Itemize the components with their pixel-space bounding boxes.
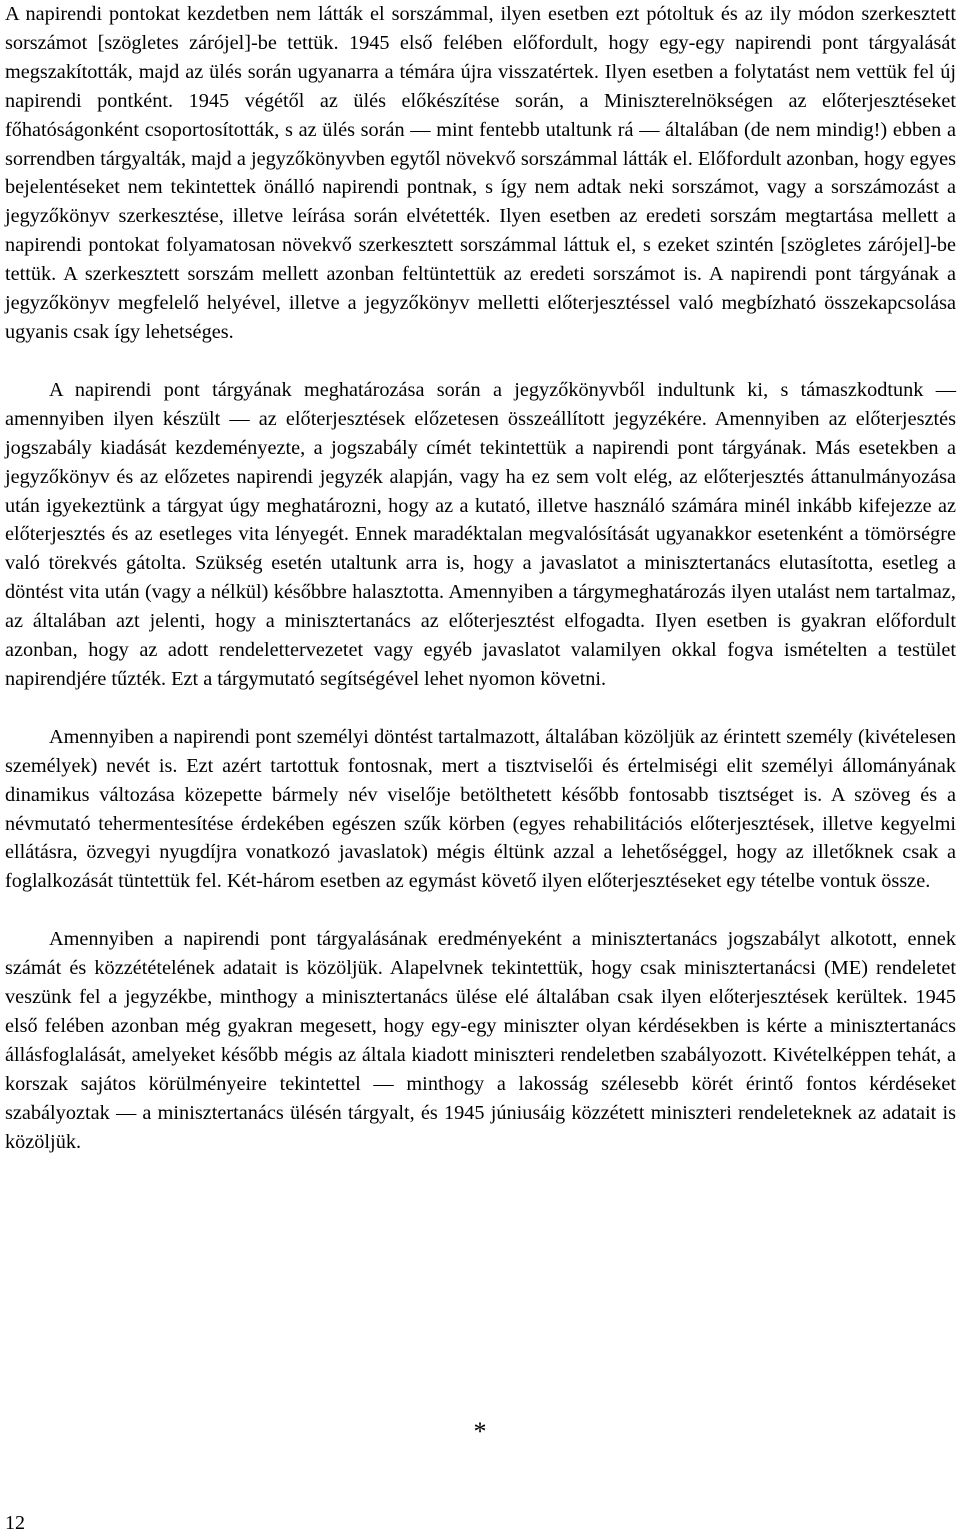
paragraph-2: A napirendi pont tárgyának meghatározása során a jegyzőkönyvből indultunk ki, s támaszkodtunk — amennyiben ilyen készült — az előterjesztések előzetesen összeállított jegyzékére. Amennyiben az előterjesztés jogszabály kiadását kezdeményezte, a jogszabály címét tekintettük a napirendi pont tárgyának. Más esetekben a jegyzőkönyv és az előzetes napirendi jegyzék alapján, vagy ha ez sem volt elég, az előterjesztés áttanulmányozása után igyekeztünk a tárgyat úgy meghatározni, hogy az a kutató, illetve használó számára minél inkább kifejezze az előterjesztés és az esetleges vita lényegét. Ennek maradéktalan megvalósítását ugyanakkor esetenként a tömörségre való törekvés gátolta. Szükség esetén utaltunk arra is, hogy a javaslatot a minisztertanács elutasította, esetleg a döntést vita után (vagy a nélkül) későbbre halasztotta. Amennyiben a tárgymeghatározás ilyen utalást nem tartalmaz, az általában azt jelenti, hogy a minisztertanács az előterjesztést elfogadta. Ilyen esetben is gyakran előfordult azonban, hogy az adott rendelettervezetet vagy egyéb javaslatot valamilyen okkal fogva ismételten a testület napirendjére tűzték. Ezt a tárgymutató segítségével lehet nyomon követni. — [5, 378, 956, 690]
document-body — [5, 0, 956, 1157]
paragraph-3: Amennyiben a napirendi pont személyi döntést tartalmazott, általában közöljük az érintett személy (kivételesen személyek) nevét is. Ezt azért tartottuk fontosnak, mert a tisztviselői és értelmiségi elit személyi állományának dinamikus változása közepette bármely név viselője betölthetett később fontosabb tisztséget is. A szöveg és a névmutató tehermentesítése érdekében egészen szűk körben (egyes rehabilitációs előterjesztések, illetve kegyelmi ellátásra, özvegyi nyugdíjra vonatkozó javaslatok) mégis éltünk azzal a lehetőséggel, hogy az illetőknek csak a foglalkozását tüntettük fel. Két-három esetben az egymást követő ilyen előterjesztéseket egy tételbe vontuk össze. — [5, 725, 956, 893]
section-separator: * — [473, 1417, 487, 1446]
page-number: 12 — [5, 1512, 25, 1534]
paragraph-1: A napirendi pontokat kezdetben nem látták el sorszámmal, ilyen esetben ezt pótoltuk és az ily módon szerkesztett sorszámot [szögletes zárójel]-be tettük. 1945 első felében előfordult, hogy egy-egy napirendi pont tárgyalását megszakították, majd az ülés során ugyanarra a témára újra visszatértek. Ilyen esetben a folytatást nem vettük fel új napirendi pontként. 1945 végétől az ülés előkészítése során, a Miniszterelnökségen az előterjesztéseket főhatóságonként csoportosították, s az ülés során — mint fentebb utaltunk rá — általában (de nem mindig!) ebben a sorrendben tárgyalták, majd a jegyzőkönyvben egytől növekvő sorszámmal látták el. Előfordult azonban, hogy egyes bejelentéseket nem tekintettek önálló napirendi pontnak, s így nem adtak neki sorszámot, vagy a sorszámozást a jegyzőkönyv szerkesztése, illetve leírása során elvétették. Ilyen esetben az eredeti sorszám megtartása mellett a napirendi pontokat folyamatosan növekvő szerkesztett sorszámmal láttuk el, s ezeket szintén [szögletes zárójel]-be tettük. A szerkesztett sorszám mellett azonban feltüntettük az eredeti sorszámot is. A napirendi pont tárgyának a jegyzőkönyv megfelelő helyével, illetve a jegyzőkönyv melletti előterjesztéssel való megbízható összekapcsolása ugyanis csak így lehetséges. — [5, 3, 956, 343]
paragraph-4: Amennyiben a napirendi pont tárgyalásának eredményeként a minisztertanács jogszabályt alkotott, ennek számát és közzétételének adatait is közöljük. Alapelvnek tekintettük, hogy csak minisztertanácsi (ME) rendeletet veszünk fel a jegyzékbe, minthogy a minisztertanács ülése elé általában csak ilyen előterjesztések kerültek. 1945 első felében azonban még gyakran megesett, hogy egy-egy miniszter olyan kérdésekben is kérte a minisztertanács állásfoglalását, amelyeket később mégis az általa kiadott miniszteri rendeletben szabályozott. Kivételképpen tehát, a korszak sajátos körülményeire tekintettel — minthogy a lakosság szélesebb körét érintő fontos kérdéseket szabályoztak — a minisztertanács ülésén tárgyalt, és 1945 júniusáig közzétett miniszteri rendeleteknek az adatait is közöljük. — [5, 928, 956, 1153]
